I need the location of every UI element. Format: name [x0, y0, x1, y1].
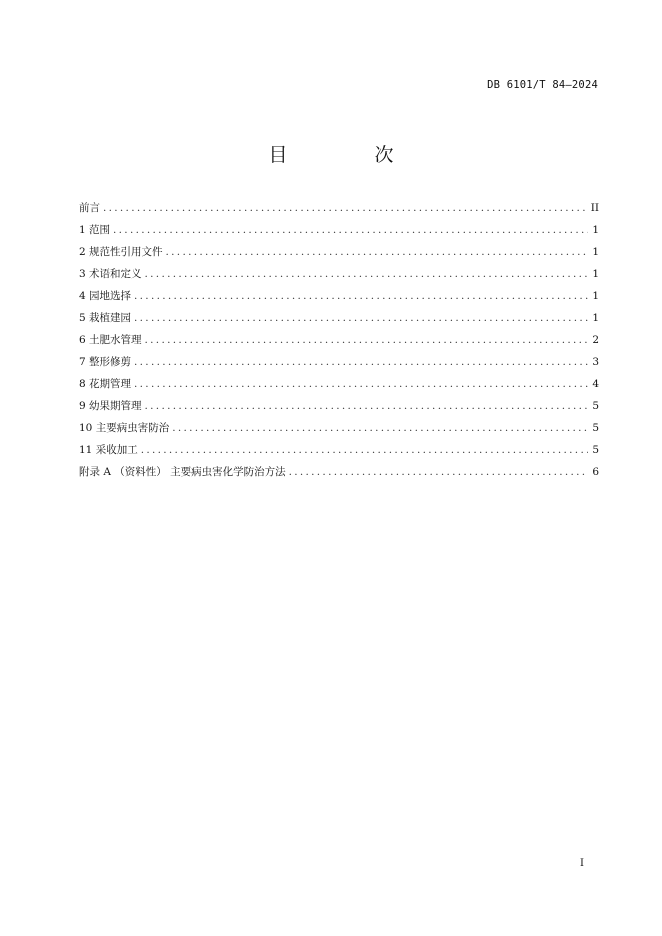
toc-entry-label: 3 术语和定义	[79, 268, 142, 280]
toc-title: 目 次	[268, 144, 428, 166]
toc-entry[interactable]	[79, 222, 599, 244]
toc-entry[interactable]	[79, 244, 599, 266]
toc-entry-page: 5	[592, 400, 599, 412]
toc-entry-label: 附录 A （资料性） 主要病虫害化学防治方法	[79, 466, 286, 478]
toc-entry[interactable]	[79, 398, 599, 420]
toc-entry-page: II	[590, 202, 599, 214]
toc-entry-page: 1	[592, 268, 599, 280]
toc-entry[interactable]	[79, 200, 599, 222]
toc-entry[interactable]	[79, 266, 599, 288]
toc-entry[interactable]	[79, 354, 599, 376]
dot-leader	[134, 288, 588, 304]
toc-entry[interactable]	[79, 376, 599, 398]
toc-entry-label: 8 花期管理	[79, 378, 132, 390]
toc-entry-page: 2	[592, 334, 599, 346]
toc-entry-page: 4	[592, 378, 599, 390]
toc-entry-page: 1	[592, 224, 599, 236]
toc-entry[interactable]	[79, 332, 599, 354]
toc-entry-label: 11 采收加工	[79, 444, 138, 456]
dot-leader	[134, 310, 588, 326]
dot-leader	[134, 354, 588, 370]
toc-entry-page: 5	[592, 444, 599, 456]
dot-leader	[289, 464, 589, 480]
dot-leader	[141, 442, 589, 458]
toc-entry-page: 3	[592, 356, 599, 368]
toc-entry-label: 5 栽植建园	[79, 312, 132, 324]
toc-entry-page: 1	[592, 290, 599, 302]
toc-entry[interactable]	[79, 288, 599, 310]
dot-leader	[172, 420, 588, 436]
toc-entry-label: 2 规范性引用文件	[79, 246, 163, 258]
dot-leader	[134, 376, 588, 392]
toc-entry[interactable]	[79, 310, 599, 332]
toc-entry-label: 9 幼果期管理	[79, 400, 142, 412]
toc-entry-label: 前言	[79, 202, 100, 214]
toc-entry-page: 1	[592, 312, 599, 324]
toc-entry-label: 6 土肥水管理	[79, 334, 142, 346]
toc-entry[interactable]	[79, 442, 599, 464]
toc-entry-page: 1	[592, 246, 599, 258]
toc-entry[interactable]	[79, 420, 599, 442]
dot-leader	[145, 266, 589, 282]
table-of-contents	[79, 200, 599, 486]
page-number: I	[580, 858, 584, 869]
dot-leader	[166, 244, 589, 260]
toc-entry-page: 5	[592, 422, 599, 434]
dot-leader	[103, 200, 587, 216]
toc-entry-page: 6	[592, 466, 599, 478]
toc-entry[interactable]	[79, 464, 599, 486]
dot-leader	[145, 398, 589, 414]
toc-entry-label: 1 范围	[79, 224, 111, 236]
document-code: DB 6101/T 84—2024	[487, 79, 598, 91]
toc-entry-label: 10 主要病虫害防治	[79, 422, 170, 434]
dot-leader	[145, 332, 589, 348]
dot-leader	[113, 222, 588, 238]
toc-entry-label: 4 园地选择	[79, 290, 132, 302]
toc-entry-label: 7 整形修剪	[79, 356, 132, 368]
